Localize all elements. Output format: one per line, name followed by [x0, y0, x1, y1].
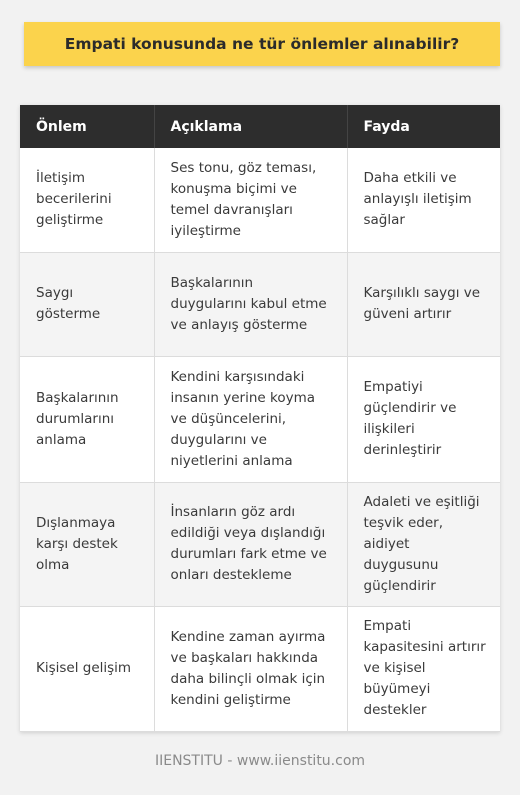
header-aciklama: Açıklama: [154, 105, 347, 148]
cell-onlem: Saygı gösterme: [20, 252, 154, 356]
cell-fayda: Karşılıklı saygı ve güveni artırır: [347, 252, 500, 356]
cell-aciklama: Kendini karşısındaki insanın yerine koyma ve düşüncelerini, duygularını ve niyetlerini anlama: [154, 356, 347, 482]
table-row: [20, 148, 500, 252]
measures-table: [20, 105, 500, 732]
cell-onlem: Başkalarının durumlarını anlama: [20, 356, 154, 482]
cell-aciklama: Başkalarının duygularını kabul etme ve anlayış gösterme: [154, 252, 347, 356]
cell-fayda: Adaleti ve eşitliği teşvik eder, aidiyet duygusunu güçlendirir: [347, 482, 500, 606]
table-row: [20, 252, 500, 356]
footer-credit: IIENSTITU - www.iienstitu.com: [154, 753, 366, 769]
table-row: [20, 482, 500, 606]
cell-aciklama: Kendine zaman ayırma ve başkaları hakkında daha bilinçli olmak için kendini geliştirme: [154, 606, 347, 731]
page-title: Empati konusunda ne tür önlemler alınabilir?: [64, 35, 460, 53]
title-banner: [24, 22, 500, 66]
cell-fayda: Empati kapasitesini artırır ve kişisel büyümeyi destekler: [347, 606, 500, 731]
cell-onlem: Kişisel gelişim: [20, 606, 154, 731]
table-header-row: [20, 105, 500, 148]
header-onlem: Önlem: [20, 105, 154, 148]
cell-aciklama: İnsanların göz ardı edildiği veya dışlandığı durumları fark etme ve onları destekleme: [154, 482, 347, 606]
cell-aciklama: Ses tonu, göz teması, konuşma biçimi ve temel davranışları iyileştirme: [154, 148, 347, 252]
table-row: [20, 356, 500, 482]
table-row: [20, 606, 500, 731]
cell-onlem: İletişim becerilerini geliştirme: [20, 148, 154, 252]
cell-onlem: Dışlanmaya karşı destek olma: [20, 482, 154, 606]
cell-fayda: Daha etkili ve anlayışlı iletişim sağlar: [347, 148, 500, 252]
cell-fayda: Empatiyi güçlendirir ve ilişkileri derinleştirir: [347, 356, 500, 482]
header-fayda: Fayda: [347, 105, 500, 148]
